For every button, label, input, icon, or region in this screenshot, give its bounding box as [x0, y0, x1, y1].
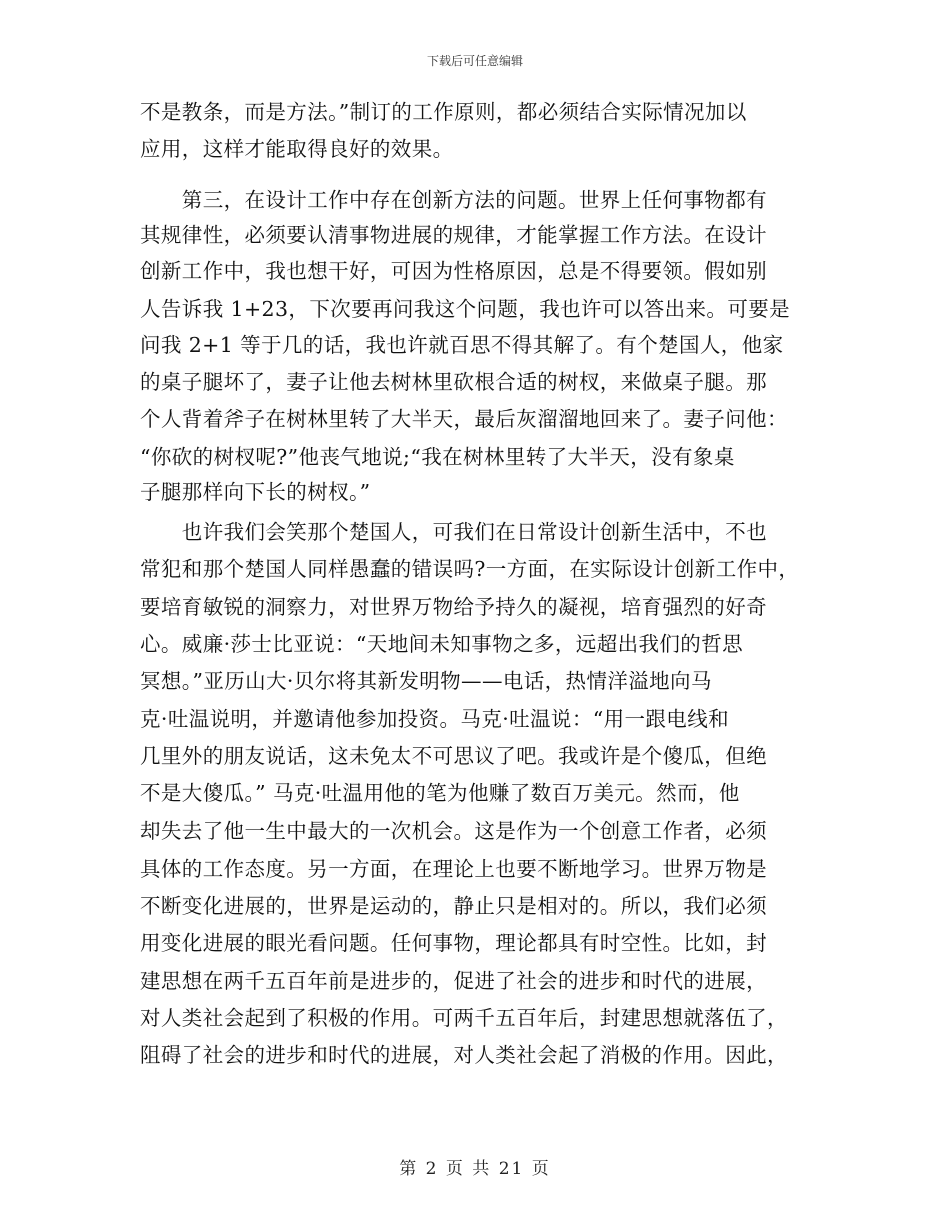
text-line: 具体的工作态度。另一方面，在理论上也要不断地学习。世界万物是: [140, 857, 767, 881]
text-line: 子腿那样向下长的树杈。”: [140, 480, 371, 504]
text-line: 人告诉我 1+23，下次要再问我这个问题，我也许可以答出来。可要是: [140, 297, 791, 321]
text-line: 用变化进展的眼光看问题。任何事物，理论都具有时空性。比如，封: [140, 931, 767, 955]
text-line: 第三，在设计工作中存在创新方法的问题。世界上任何事物都有: [140, 188, 767, 212]
text-line: 其规律性，必须要认清事物进展的规律，才能掌握工作方法。在设计: [140, 223, 767, 247]
text-line: 阻碍了社会的进步和时代的进展，对人类社会起了消极的作用。因此，: [140, 1043, 788, 1067]
text-line: 冥想。”亚历山大·贝尔将其新发明物——电话，热情洋溢地向马: [140, 669, 712, 693]
text-line: 的桌子腿坏了，妻子让他去树林里砍根合适的树杈，来做桌子腿。那: [140, 370, 767, 394]
text-line: 几里外的朋友说话，这未免太不可思议了吧。我或许是个傻瓜，但绝: [140, 744, 767, 768]
text-line: 不断变化进展的，世界是运动的，静止只是相对的。所以，我们必须: [140, 894, 767, 918]
text-line: 应用，这样才能取得良好的效果。: [140, 137, 454, 161]
text-line: 个人背着斧子在树林里转了大半天，最后灰溜溜地回来了。妻子问他：: [140, 407, 788, 431]
text-line: 常犯和那个楚国人同样愚蠢的错误吗?一方面，在实际设计创新工作中，: [140, 557, 800, 581]
text-line: 创新工作中，我也想干好，可因为性格原因，总是不得要领。假如别: [140, 259, 767, 283]
text-line: 要培育敏锐的洞察力，对世界万物给予持久的凝视，培育强烈的好奇: [140, 595, 767, 619]
text-line: “你砍的树杈呢?”他丧气地说;“我在树林里转了大半天，没有象桌: [140, 445, 735, 469]
text-line: 不是教条，而是方法。”制订的工作原则，都必须结合实际情况加以: [140, 100, 747, 124]
text-line: 克·吐温说明，并邀请他参加投资。马克·吐温说：“用一跟电线和: [140, 707, 730, 731]
text-line: 建思想在两千五百年前是进步的，促进了社会的进步和时代的进展，: [140, 969, 767, 993]
text-line: 对人类社会起到了积极的作用。可两千五百年后，封建思想就落伍了，: [140, 1006, 788, 1030]
text-line: 问我 2+1 等于几的话，我也许就百思不得其解了。有个楚国人，他家: [140, 333, 784, 357]
page-header: 下载后可任意编辑: [426, 54, 523, 68]
page-number: 第 2 页 共 21 页: [399, 1159, 551, 1179]
text-line: 心。威廉·莎士比亚说：“天地间未知事物之多，远超出我们的哲思: [140, 632, 743, 656]
text-line: 不是大傻瓜。” 马克·吐温用他的笔为他赚了数百万美元。然而，他: [140, 781, 740, 805]
text-line: 却失去了他一生中最大的一次机会。这是作为一个创意工作者，必须: [140, 819, 767, 843]
text-line: 也许我们会笑那个楚国人，可我们在日常设计创新生活中，不也: [140, 520, 767, 544]
